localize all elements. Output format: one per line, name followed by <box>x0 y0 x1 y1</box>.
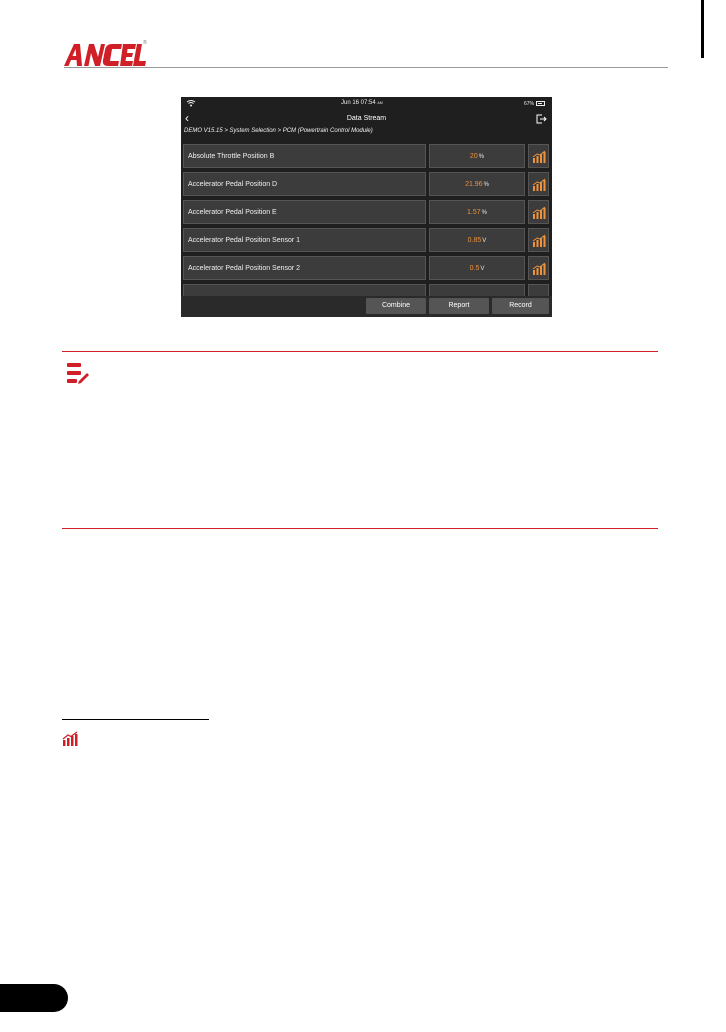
parameter-name: Absolute Throttle Position B <box>183 144 426 168</box>
data-row <box>183 228 549 252</box>
graph-button[interactable] <box>528 228 549 252</box>
title-bar <box>181 111 552 127</box>
note-icon <box>66 362 90 384</box>
ancel-logo <box>64 42 146 68</box>
back-arrow-icon[interactable]: ‹ <box>185 111 189 125</box>
breadcrumb: DEMO V15.15 > System Selection > PCM (Powertrain Control Module) <box>184 128 373 134</box>
data-stream-screenshot <box>181 97 552 317</box>
graph-button[interactable] <box>528 200 549 224</box>
registered-mark: ® <box>143 40 147 46</box>
header-divider <box>64 67 668 68</box>
parameter-name: Accelerator Pedal Position D <box>183 172 426 196</box>
bottom-toolbar <box>181 296 552 317</box>
section-rule <box>62 719 209 720</box>
combine-button[interactable]: Combine <box>366 298 426 314</box>
bar-chart-icon <box>532 262 547 275</box>
graph-button[interactable] <box>528 172 549 196</box>
graph-button[interactable] <box>528 256 549 280</box>
data-row <box>183 256 549 280</box>
parameter-value: 0.5V <box>429 256 525 280</box>
exit-icon[interactable] <box>536 114 547 124</box>
parameter-name: Accelerator Pedal Position Sensor 1 <box>183 228 426 252</box>
battery-percent: 67% <box>524 101 535 107</box>
page-number-tab <box>0 984 68 1012</box>
status-time: Jun 16 07:54 AM <box>341 100 383 106</box>
page-edge-marker <box>701 0 704 58</box>
parameter-name: Accelerator Pedal Position E <box>183 200 426 224</box>
data-row <box>183 200 549 224</box>
status-bar <box>181 97 552 111</box>
record-button[interactable]: Record <box>492 298 549 314</box>
screen-title: Data Stream <box>346 115 387 122</box>
bar-chart-icon <box>532 234 547 247</box>
parameter-name: Accelerator Pedal Position Sensor 2 <box>183 256 426 280</box>
bar-chart-icon <box>62 731 79 746</box>
note-top-rule <box>62 351 658 352</box>
parameter-value: 1.57% <box>429 200 525 224</box>
bar-chart-icon <box>532 150 547 163</box>
parameter-value: 20% <box>429 144 525 168</box>
data-row <box>183 144 549 168</box>
note-bottom-rule <box>62 528 658 529</box>
bar-chart-icon <box>532 178 547 191</box>
battery-icon <box>536 101 545 106</box>
graph-button[interactable] <box>528 144 549 168</box>
data-row <box>183 172 549 196</box>
bar-chart-icon <box>532 206 547 219</box>
parameter-value: 21.96% <box>429 172 525 196</box>
wifi-icon <box>186 99 196 107</box>
parameter-value: 0.85V <box>429 228 525 252</box>
report-button[interactable]: Report <box>429 298 489 314</box>
